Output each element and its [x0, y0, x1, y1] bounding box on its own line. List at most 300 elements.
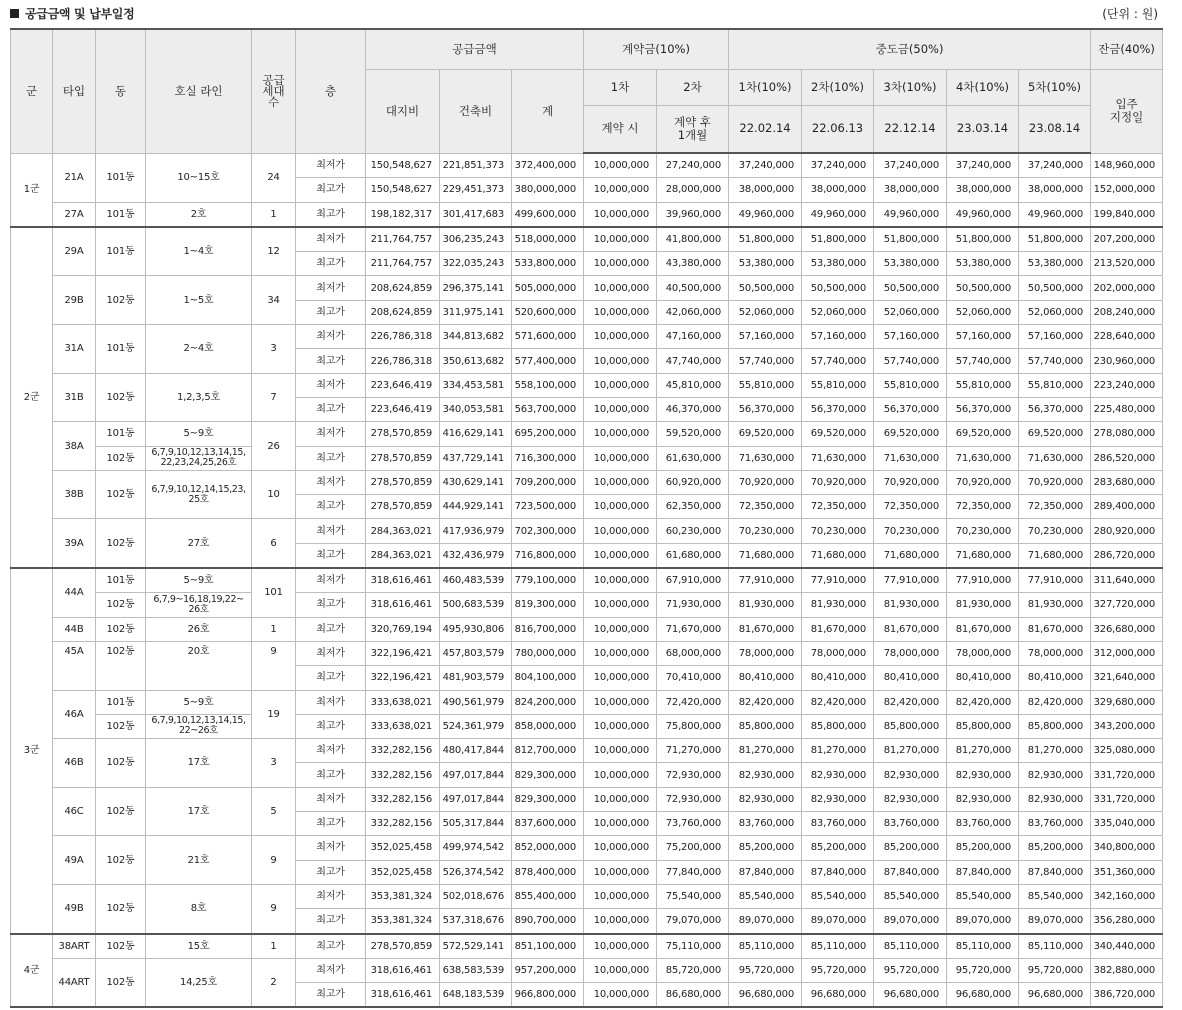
amount-cell: 851,100,000: [512, 934, 584, 959]
amount-cell: 322,196,421: [366, 666, 440, 690]
row-label-cell: 5: [252, 787, 296, 836]
row-label-cell: 6: [252, 519, 296, 568]
amount-cell: 72,930,000: [657, 787, 729, 811]
amount-cell: 207,200,000: [1091, 227, 1163, 252]
amount-cell: 85,200,000: [802, 836, 874, 860]
floor-cell: 최고가: [296, 934, 366, 959]
row-label-cell: 17호: [146, 787, 252, 836]
row-label-cell: 101동: [96, 690, 146, 714]
amount-cell: 333,638,021: [366, 690, 440, 714]
amount-cell: 229,451,373: [440, 178, 512, 202]
amount-cell: 70,410,000: [657, 666, 729, 690]
amount-cell: 444,929,141: [440, 495, 512, 519]
row-label-cell: 6,7,9,10,12,13,14,15, 22,23,24,25,26호: [146, 446, 252, 470]
amount-cell: 296,375,141: [440, 276, 512, 300]
amount-cell: 78,000,000: [947, 641, 1019, 665]
header-mid: 중도금(50%): [729, 29, 1091, 69]
floor-cell: 최고가: [296, 178, 366, 202]
square-bullet-icon: [10, 9, 19, 18]
amount-cell: 533,800,000: [512, 252, 584, 276]
amount-cell: 70,230,000: [802, 519, 874, 543]
row-label-cell: 101동: [96, 325, 146, 374]
amount-cell: 51,800,000: [1019, 227, 1091, 252]
header-total: 계: [512, 69, 584, 153]
amount-cell: 50,500,000: [729, 276, 802, 300]
amount-cell: 353,381,324: [366, 909, 440, 934]
amount-cell: 38,000,000: [947, 178, 1019, 202]
amount-cell: 321,640,000: [1091, 666, 1163, 690]
floor-cell: 최저가: [296, 884, 366, 908]
amount-cell: 283,680,000: [1091, 470, 1163, 494]
row-label-cell: 9: [252, 884, 296, 933]
amount-cell: 10,000,000: [584, 153, 657, 178]
unit-label: (단위 : 원): [1102, 7, 1158, 21]
amount-cell: 71,670,000: [657, 617, 729, 641]
row-label-cell: 102동: [96, 884, 146, 933]
amount-cell: 83,760,000: [729, 812, 802, 836]
row-label-cell: 102동: [96, 593, 146, 617]
amount-cell: 331,720,000: [1091, 763, 1163, 787]
floor-cell: 최저가: [296, 276, 366, 300]
table-row: [11, 446, 1163, 470]
amount-cell: 56,370,000: [1019, 397, 1091, 421]
amount-cell: 57,160,000: [802, 325, 874, 349]
amount-cell: 75,200,000: [657, 836, 729, 860]
amount-cell: 505,000,000: [512, 276, 584, 300]
header-c1-sub: 계약 시: [584, 105, 657, 153]
floor-cell: 최저가: [296, 373, 366, 397]
table-row: [11, 519, 1163, 543]
floor-cell: 최저가: [296, 958, 366, 982]
amount-cell: 306,235,243: [440, 227, 512, 252]
row-label-cell: 6,7,9~16,18,19,22~ 26호: [146, 593, 252, 617]
row-label-cell: 49A: [53, 836, 96, 885]
amount-cell: 890,700,000: [512, 909, 584, 934]
amount-cell: 82,420,000: [947, 690, 1019, 714]
amount-cell: 27,240,000: [657, 153, 729, 178]
floor-cell: 최저가: [296, 153, 366, 178]
amount-cell: 10,000,000: [584, 300, 657, 324]
amount-cell: 480,417,844: [440, 739, 512, 763]
row-label-cell: 102동: [96, 787, 146, 836]
table-row: [11, 373, 1163, 397]
header-mid-date-5: 23.08.14: [1019, 105, 1091, 153]
amount-cell: 957,200,000: [512, 958, 584, 982]
amount-cell: 70,920,000: [874, 470, 947, 494]
amount-cell: 71,680,000: [1019, 543, 1091, 568]
amount-cell: 49,960,000: [947, 202, 1019, 227]
floor-cell: 최고가: [296, 202, 366, 227]
amount-cell: 490,561,979: [440, 690, 512, 714]
amount-cell: 86,680,000: [657, 983, 729, 1008]
row-label-cell: 27A: [53, 202, 96, 227]
amount-cell: 75,110,000: [657, 934, 729, 959]
amount-cell: 47,160,000: [657, 325, 729, 349]
table-row: [11, 934, 1163, 959]
amount-cell: 81,270,000: [947, 739, 1019, 763]
amount-cell: 53,380,000: [947, 252, 1019, 276]
amount-cell: 81,270,000: [1019, 739, 1091, 763]
table-row: [11, 422, 1163, 446]
header-dong: 동: [96, 29, 146, 153]
row-label-cell: 102동: [96, 714, 146, 738]
amount-cell: 10,000,000: [584, 690, 657, 714]
amount-cell: 57,740,000: [802, 349, 874, 373]
amount-cell: 352,025,458: [366, 836, 440, 860]
amount-cell: 837,600,000: [512, 812, 584, 836]
amount-cell: 10,000,000: [584, 812, 657, 836]
row-label-cell: 29B: [53, 276, 96, 325]
floor-cell: 최저가: [296, 690, 366, 714]
amount-cell: 71,630,000: [947, 446, 1019, 470]
amount-cell: 85,110,000: [1019, 934, 1091, 959]
amount-cell: 80,410,000: [729, 666, 802, 690]
amount-cell: 85,200,000: [729, 836, 802, 860]
amount-cell: 208,240,000: [1091, 300, 1163, 324]
amount-cell: 69,520,000: [729, 422, 802, 446]
amount-cell: 278,570,859: [366, 470, 440, 494]
amount-cell: 332,282,156: [366, 787, 440, 811]
amount-cell: 85,800,000: [802, 714, 874, 738]
floor-cell: 최저가: [296, 787, 366, 811]
floor-cell: 최고가: [296, 397, 366, 421]
floor-cell: 최고가: [296, 983, 366, 1008]
row-label-cell: 46B: [53, 739, 96, 788]
amount-cell: 10,000,000: [584, 593, 657, 617]
floor-cell: 최고가: [296, 714, 366, 738]
amount-cell: 77,910,000: [802, 568, 874, 593]
amount-cell: 82,930,000: [947, 763, 1019, 787]
amount-cell: 81,670,000: [947, 617, 1019, 641]
row-label-cell: 29A: [53, 227, 96, 276]
amount-cell: 70,920,000: [802, 470, 874, 494]
amount-cell: 226,786,318: [366, 349, 440, 373]
section-title-text: 공급금액 및 납부일정: [25, 7, 135, 21]
amount-cell: 71,930,000: [657, 593, 729, 617]
section-title: [10, 5, 134, 22]
row-label-cell: 15호: [146, 934, 252, 959]
row-label-cell: 12: [252, 227, 296, 276]
amount-cell: 878,400,000: [512, 860, 584, 884]
amount-cell: 702,300,000: [512, 519, 584, 543]
amount-cell: 563,700,000: [512, 397, 584, 421]
amount-cell: 57,740,000: [729, 349, 802, 373]
amount-cell: 286,520,000: [1091, 446, 1163, 470]
amount-cell: 278,570,859: [366, 495, 440, 519]
floor-cell: 최고가: [296, 860, 366, 884]
amount-cell: 10,000,000: [584, 958, 657, 982]
amount-cell: 53,380,000: [802, 252, 874, 276]
amount-cell: 10,000,000: [584, 495, 657, 519]
amount-cell: 85,800,000: [947, 714, 1019, 738]
table-header-bar: [0, 0, 1182, 28]
amount-cell: 327,720,000: [1091, 593, 1163, 617]
amount-cell: 81,670,000: [1019, 617, 1091, 641]
amount-cell: 57,160,000: [874, 325, 947, 349]
amount-cell: 221,851,373: [440, 153, 512, 178]
amount-cell: 225,480,000: [1091, 397, 1163, 421]
amount-cell: 10,000,000: [584, 276, 657, 300]
amount-cell: 50,500,000: [802, 276, 874, 300]
amount-cell: 50,500,000: [1019, 276, 1091, 300]
row-label-cell: 14,25호: [146, 958, 252, 1007]
amount-cell: 335,040,000: [1091, 812, 1163, 836]
amount-cell: 81,930,000: [947, 593, 1019, 617]
amount-cell: 49,960,000: [1019, 202, 1091, 227]
amount-cell: 50,500,000: [947, 276, 1019, 300]
amount-cell: 213,520,000: [1091, 252, 1163, 276]
row-label-cell: 20호: [146, 641, 252, 690]
amount-cell: 95,720,000: [729, 958, 802, 982]
row-label-cell: 8호: [146, 884, 252, 933]
header-mid-3: 3차(10%): [874, 69, 947, 105]
amount-cell: 278,570,859: [366, 934, 440, 959]
amount-cell: 80,410,000: [802, 666, 874, 690]
amount-cell: 38,000,000: [729, 178, 802, 202]
row-label-cell: 1: [252, 617, 296, 641]
amount-cell: 852,000,000: [512, 836, 584, 860]
amount-cell: 284,363,021: [366, 543, 440, 568]
amount-cell: 69,520,000: [874, 422, 947, 446]
amount-cell: 10,000,000: [584, 763, 657, 787]
amount-cell: 85,800,000: [1019, 714, 1091, 738]
amount-cell: 52,060,000: [874, 300, 947, 324]
amount-cell: 10,000,000: [584, 178, 657, 202]
amount-cell: 38,000,000: [874, 178, 947, 202]
floor-cell: 최저가: [296, 568, 366, 593]
amount-cell: 457,803,579: [440, 641, 512, 665]
header-balance: 잔금(40%): [1091, 29, 1163, 69]
amount-cell: 49,960,000: [729, 202, 802, 227]
amount-cell: 198,182,317: [366, 202, 440, 227]
row-label-cell: 101동: [96, 202, 146, 227]
amount-cell: 57,740,000: [874, 349, 947, 373]
amount-cell: 85,110,000: [874, 934, 947, 959]
header-mid-5: 5차(10%): [1019, 69, 1091, 105]
amount-cell: 10,000,000: [584, 983, 657, 1008]
amount-cell: 77,910,000: [947, 568, 1019, 593]
header-mid-date-2: 22.06.13: [802, 105, 874, 153]
amount-cell: 208,624,859: [366, 300, 440, 324]
price-schedule-table: [10, 28, 1163, 1008]
row-label-cell: 5~9호: [146, 422, 252, 446]
row-label-cell: 26: [252, 422, 296, 471]
amount-cell: 10,000,000: [584, 325, 657, 349]
amount-cell: 223,240,000: [1091, 373, 1163, 397]
row-label-cell: 49B: [53, 884, 96, 933]
header-mid-date-4: 23.03.14: [947, 105, 1019, 153]
amount-cell: 81,670,000: [729, 617, 802, 641]
table-row: [11, 958, 1163, 982]
row-label-cell: 44A: [53, 568, 96, 617]
amount-cell: 10,000,000: [584, 519, 657, 543]
row-label-cell: 44ART: [53, 958, 96, 1007]
amount-cell: 380,000,000: [512, 178, 584, 202]
amount-cell: 82,420,000: [874, 690, 947, 714]
amount-cell: 49,960,000: [802, 202, 874, 227]
amount-cell: 69,520,000: [1019, 422, 1091, 446]
row-label-cell: 24: [252, 153, 296, 202]
amount-cell: 199,840,000: [1091, 202, 1163, 227]
amount-cell: 325,080,000: [1091, 739, 1163, 763]
amount-cell: 50,500,000: [874, 276, 947, 300]
amount-cell: 10,000,000: [584, 884, 657, 908]
amount-cell: 318,616,461: [366, 568, 440, 593]
amount-cell: 332,282,156: [366, 763, 440, 787]
amount-cell: 10,000,000: [584, 373, 657, 397]
row-label-cell: 9: [252, 641, 296, 690]
amount-cell: 51,800,000: [947, 227, 1019, 252]
floor-cell: 최저가: [296, 325, 366, 349]
amount-cell: 83,760,000: [1019, 812, 1091, 836]
amount-cell: 352,025,458: [366, 860, 440, 884]
amount-cell: 326,680,000: [1091, 617, 1163, 641]
amount-cell: 81,930,000: [1019, 593, 1091, 617]
amount-cell: 81,930,000: [802, 593, 874, 617]
row-label-cell: 1~4호: [146, 227, 252, 276]
amount-cell: 430,629,141: [440, 470, 512, 494]
amount-cell: 10,000,000: [584, 397, 657, 421]
amount-cell: 81,270,000: [874, 739, 947, 763]
row-label-cell: 102동: [96, 836, 146, 885]
amount-cell: 82,930,000: [802, 787, 874, 811]
amount-cell: 78,000,000: [729, 641, 802, 665]
amount-cell: 966,800,000: [512, 983, 584, 1008]
amount-cell: 83,760,000: [947, 812, 1019, 836]
amount-cell: 526,374,542: [440, 860, 512, 884]
table-row: [11, 884, 1163, 908]
amount-cell: 416,629,141: [440, 422, 512, 446]
row-label-cell: 102동: [96, 519, 146, 568]
amount-cell: 10,000,000: [584, 860, 657, 884]
amount-cell: 340,800,000: [1091, 836, 1163, 860]
amount-cell: 70,230,000: [729, 519, 802, 543]
amount-cell: 344,813,682: [440, 325, 512, 349]
amount-cell: 73,760,000: [657, 812, 729, 836]
amount-cell: 72,420,000: [657, 690, 729, 714]
amount-cell: 716,800,000: [512, 543, 584, 568]
amount-cell: 495,930,806: [440, 617, 512, 641]
floor-cell: 최고가: [296, 543, 366, 568]
amount-cell: 81,670,000: [802, 617, 874, 641]
table-row: [11, 714, 1163, 738]
amount-cell: 332,282,156: [366, 812, 440, 836]
amount-cell: 46,370,000: [657, 397, 729, 421]
amount-cell: 57,160,000: [1019, 325, 1091, 349]
amount-cell: 211,764,757: [366, 227, 440, 252]
table-row: [11, 568, 1163, 593]
amount-cell: 77,840,000: [657, 860, 729, 884]
amount-cell: 230,960,000: [1091, 349, 1163, 373]
amount-cell: 72,350,000: [947, 495, 1019, 519]
amount-cell: 55,810,000: [874, 373, 947, 397]
amount-cell: 47,740,000: [657, 349, 729, 373]
amount-cell: 53,380,000: [729, 252, 802, 276]
row-label-cell: 2: [252, 958, 296, 1007]
amount-cell: 211,764,757: [366, 252, 440, 276]
row-label-cell: 102동: [96, 934, 146, 959]
amount-cell: 37,240,000: [1019, 153, 1091, 178]
amount-cell: 60,230,000: [657, 519, 729, 543]
amount-cell: 382,880,000: [1091, 958, 1163, 982]
price-rows: [11, 153, 1163, 1007]
amount-cell: 55,810,000: [729, 373, 802, 397]
amount-cell: 83,760,000: [802, 812, 874, 836]
amount-cell: 78,000,000: [874, 641, 947, 665]
floor-cell: 최저가: [296, 470, 366, 494]
amount-cell: 70,230,000: [947, 519, 1019, 543]
amount-cell: 71,630,000: [729, 446, 802, 470]
floor-cell: 최고가: [296, 617, 366, 641]
row-label-cell: 7: [252, 373, 296, 422]
amount-cell: 85,800,000: [729, 714, 802, 738]
row-label-cell: 21A: [53, 153, 96, 202]
row-label-cell: 5~9호: [146, 690, 252, 714]
row-label-cell: 102동: [96, 617, 146, 641]
amount-cell: 38,000,000: [802, 178, 874, 202]
floor-cell: 최저가: [296, 739, 366, 763]
amount-cell: 780,000,000: [512, 641, 584, 665]
amount-cell: 356,280,000: [1091, 909, 1163, 934]
row-label-cell: 1,2,3,5호: [146, 373, 252, 422]
amount-cell: 85,200,000: [874, 836, 947, 860]
amount-cell: 62,350,000: [657, 495, 729, 519]
table-row: [11, 593, 1163, 617]
amount-cell: 81,670,000: [874, 617, 947, 641]
amount-cell: 39,960,000: [657, 202, 729, 227]
amount-cell: 83,760,000: [874, 812, 947, 836]
amount-cell: 208,624,859: [366, 276, 440, 300]
amount-cell: 82,420,000: [802, 690, 874, 714]
amount-cell: 59,520,000: [657, 422, 729, 446]
row-label-cell: 4군: [11, 934, 53, 1008]
row-label-cell: 101동: [96, 422, 146, 446]
amount-cell: 10,000,000: [584, 252, 657, 276]
amount-cell: 150,548,627: [366, 153, 440, 178]
table-row: [11, 202, 1163, 227]
amount-cell: 500,683,539: [440, 593, 512, 617]
amount-cell: 82,930,000: [1019, 787, 1091, 811]
row-label-cell: 101: [252, 568, 296, 617]
amount-cell: 571,600,000: [512, 325, 584, 349]
amount-cell: 333,638,021: [366, 714, 440, 738]
amount-cell: 89,070,000: [947, 909, 1019, 934]
table-row: [11, 227, 1163, 252]
amount-cell: 709,200,000: [512, 470, 584, 494]
amount-cell: 10,000,000: [584, 543, 657, 568]
row-label-cell: 39A: [53, 519, 96, 568]
table-row: [11, 739, 1163, 763]
header-line: 호실 라인: [146, 29, 252, 153]
header-mid-date-1: 22.02.14: [729, 105, 802, 153]
header-land: 대지비: [366, 69, 440, 153]
amount-cell: 311,975,141: [440, 300, 512, 324]
amount-cell: 72,350,000: [729, 495, 802, 519]
row-label-cell: 46A: [53, 690, 96, 739]
table-row: [11, 787, 1163, 811]
amount-cell: 150,548,627: [366, 178, 440, 202]
amount-cell: 96,680,000: [802, 983, 874, 1008]
amount-cell: 148,960,000: [1091, 153, 1163, 178]
row-label-cell: 21호: [146, 836, 252, 885]
amount-cell: 417,936,979: [440, 519, 512, 543]
amount-cell: 82,930,000: [874, 787, 947, 811]
amount-cell: 502,018,676: [440, 884, 512, 908]
amount-cell: 572,529,141: [440, 934, 512, 959]
row-label-cell: 45A: [53, 641, 96, 690]
header-mid-2: 2차(10%): [802, 69, 874, 105]
amount-cell: 372,400,000: [512, 153, 584, 178]
